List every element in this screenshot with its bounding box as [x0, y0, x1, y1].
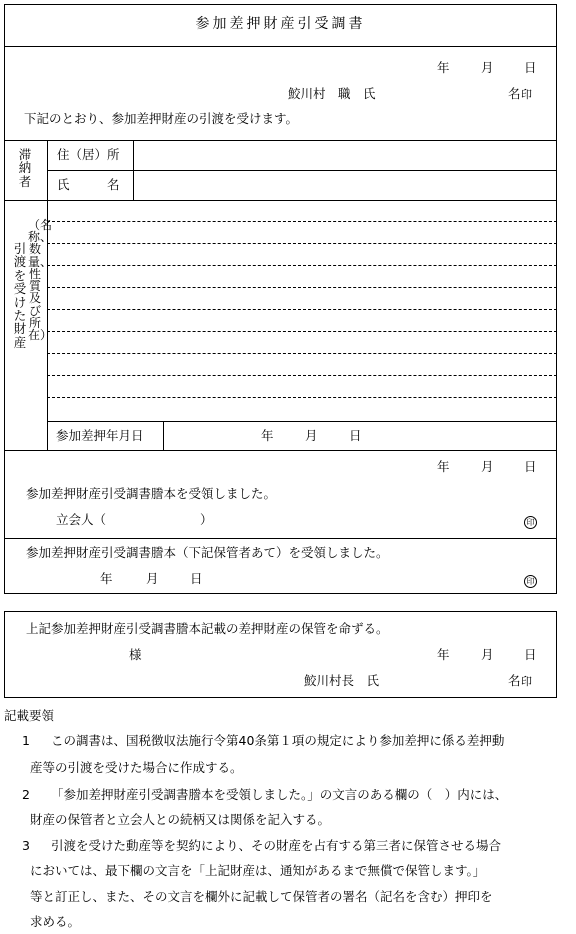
recipient-org: 鮫川村 職 氏	[288, 86, 376, 101]
note-number: 1	[22, 733, 30, 748]
note-line: 引渡を受けた動産等を契約により、その財産を占有する第三者に保管させる場合	[51, 838, 502, 853]
receipt-date-day: 日	[524, 459, 537, 474]
divider	[47, 170, 557, 171]
date-year: 年	[437, 60, 450, 75]
seal-icon: 印	[524, 516, 537, 529]
order-issuer: 鮫川村長 氏	[304, 673, 380, 688]
note-line: この調書は、国税徴収法施行令第40条第１項の規定により参加差押に係る差押動	[51, 733, 505, 748]
note-line: 産等の引渡を受けた場合に作成する。	[30, 760, 243, 775]
custodian-date-month: 月	[146, 571, 159, 586]
address-label: 住（居）所	[57, 147, 120, 162]
order-date-year: 年	[437, 647, 450, 662]
order-date-month: 月	[481, 647, 494, 662]
property-entry-line	[47, 309, 557, 310]
receipt-date-year: 年	[437, 459, 450, 474]
order-text: 上記参加差押財産引受調書謄本記載の差押財産の保管を命ずる。	[26, 621, 389, 636]
property-entry-line	[47, 265, 557, 266]
note-line: においては、最下欄の文言を「上記財産は、通知があるまで無償で保管します。」	[30, 863, 486, 878]
custodian-receipt-text: 参加差押財産引受調書謄本（下記保管者あて）を受領しました。	[26, 545, 389, 560]
form-title: 参加差押財産引受調書	[195, 16, 366, 32]
seizure-date-month: 月	[305, 428, 318, 443]
note-line: 「参加差押財産引受調書謄本を受領しました。」の文言のある欄の（ ）内には、	[51, 787, 508, 802]
property-entry-line	[47, 243, 557, 244]
date-month: 月	[481, 60, 494, 75]
intro-text: 下記のとおり、参加差押財産の引渡を受けます。	[24, 111, 299, 126]
property-entry-line	[47, 375, 557, 376]
seizure-date-year: 年	[261, 428, 274, 443]
order-issuer-suffix: 名	[508, 673, 521, 688]
note-number: 2	[22, 787, 30, 802]
property-entry-line	[47, 221, 557, 222]
form-frame	[4, 4, 557, 594]
date-day: 日	[524, 60, 537, 75]
note-number: 3	[22, 838, 30, 853]
property-entry-line	[47, 353, 557, 354]
recipient-name-suffix: 名	[508, 86, 521, 101]
delinquent-label: 滞納者	[18, 147, 32, 189]
seizure-date-label: 参加差押年月日	[56, 428, 144, 443]
property-label: 引渡を受けた財産	[13, 241, 27, 350]
order-date-day: 日	[524, 647, 537, 662]
divider	[47, 200, 48, 450]
custodian-date-day: 日	[190, 571, 203, 586]
order-addressee-suffix: 様	[129, 647, 142, 662]
divider	[4, 538, 557, 539]
divider	[47, 421, 557, 422]
note-line: 等と訂正し、また、その文言を欄外に記載して保管者の署名（記名を含む）押印を	[30, 889, 493, 904]
name-label: 氏 名	[57, 177, 120, 192]
property-entry-line	[47, 287, 557, 288]
seal-icon: 印	[524, 575, 537, 588]
receipt-text: 参加差押財産引受調書謄本を受領しました。	[26, 486, 277, 501]
note-line: 財産の保管者と立会人との続柄又は関係を記入する。	[30, 812, 331, 827]
note-line: 求める。	[30, 914, 81, 929]
divider	[4, 450, 557, 451]
divider	[4, 46, 557, 47]
notes-heading: 記載要領	[4, 708, 55, 723]
divider	[4, 200, 557, 201]
witness-label: 立会人（	[56, 512, 107, 527]
receipt-date-month: 月	[481, 459, 494, 474]
divider	[4, 140, 557, 141]
property-entry-line	[47, 331, 557, 332]
divider	[163, 421, 164, 450]
property-entry-line	[47, 397, 557, 398]
seal-icon: 印	[521, 675, 532, 688]
seizure-date-day: 日	[349, 428, 362, 443]
seal-icon: 印	[521, 88, 532, 101]
custodian-date-year: 年	[100, 571, 113, 586]
property-sublabel: （名称、数量、性質及び所在）	[28, 218, 53, 343]
witness-close: ）	[200, 512, 213, 527]
